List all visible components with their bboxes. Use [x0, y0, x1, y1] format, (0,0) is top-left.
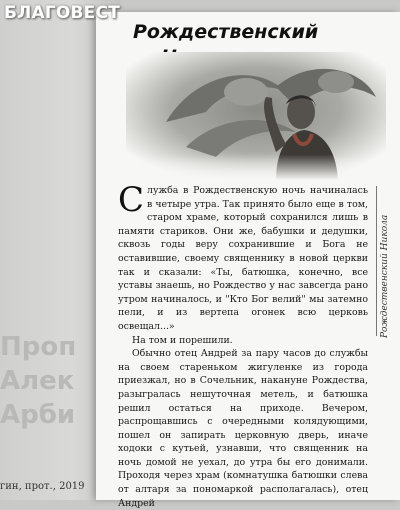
ghost-line: Арби — [0, 400, 76, 430]
ghost-line: Проп — [0, 332, 77, 362]
background-ghost-text — [0, 330, 110, 470]
drop-cap: С — [118, 180, 145, 220]
article-body — [118, 180, 368, 510]
paragraph: Обычно отец Андрей за пару часов до службы на своем стареньком жигуленке из города приезжал, но в Сочельник, накануне Рождества, разыгралась нешуточная метель, и батюшка решил остаться на приходе. Вечером, распрощавшись с очередными колядующими, пошел он запирать церковную дверь, иначе ходоки с кутьей, узнавши, что священник на ночь домой не уехал, до утра бы его донимали. Проходя через храм (комнатушка батюшки слева от алтаря за пономаркой располагалась), отец Андрей — [118, 348, 368, 509]
paragraph: На том и порешили. — [132, 334, 233, 346]
chapter-photo — [126, 52, 386, 180]
chapter-title-line: Рождественский — [133, 21, 319, 43]
paragraph — [118, 180, 368, 334]
photo-illustration — [126, 52, 386, 180]
paragraph-text: лужба в Рождественскую ночь начиналась в четыре утра. Так принято было еще в том, старом храме, который сохранился лишь в памяти стариков. Они же, бабушки и дедушки, сквозь годы веру сохранившие и Бога не оставившие, своему священнику в новой церкви так и сказали: «Ты, батюшка, конечно, все уставы знаешь, но Рождество у нас завсегда рано утром начиналось, и "Кто Бог велий" мы затемно пели, и из вертепа огонек всю церковь освещал...» — [118, 185, 368, 332]
brand-watermark: БЛАГОВЕСТ — [4, 3, 120, 23]
book-page — [96, 12, 400, 509]
running-head: Рождественский Никола — [380, 214, 390, 338]
margin-rule — [376, 186, 377, 336]
ghost-line: Алек — [0, 366, 75, 396]
background-footer: гин, прот., 2019 — [0, 481, 85, 492]
